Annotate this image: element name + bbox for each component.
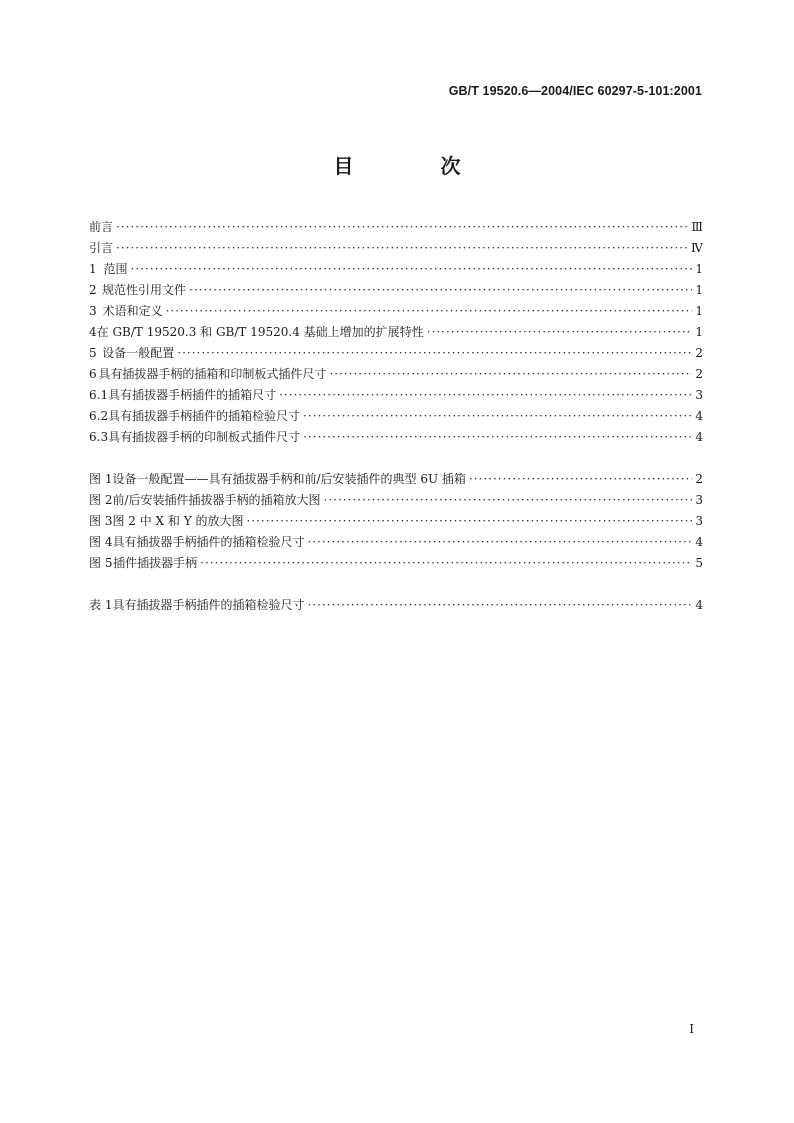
- toc-entry-introduction[interactable]: [89, 238, 703, 259]
- toc-entry-label: 具有插拔器手柄的插箱和印制板式插件尺寸: [98, 367, 327, 381]
- toc-entry-label: 设备一般配置: [102, 346, 175, 360]
- toc-entry-number: 6.1: [89, 388, 109, 402]
- toc-figure-label: 插件插拔器手柄: [113, 556, 198, 570]
- toc-entry-foreword[interactable]: [89, 217, 703, 238]
- standard-number: GB/T 19520.6—2004/IEC 60297-5-101:2001: [448, 84, 702, 98]
- toc-entry-label: 具有插拔器手柄的印制板式插件尺寸: [108, 430, 301, 444]
- toc-entry-number: 6.2: [89, 409, 109, 423]
- toc-figure-number: 图 5: [89, 556, 113, 570]
- toc-leader-dots: [303, 427, 692, 448]
- toc-entry-page: 2: [695, 367, 703, 381]
- toc-entry-6-3[interactable]: [89, 427, 703, 448]
- toc-figure-number: 图 4: [89, 535, 113, 549]
- toc-figure-page: 2: [695, 472, 703, 486]
- toc-entry-number: 2: [89, 283, 97, 297]
- toc-entry-page: 1: [695, 304, 703, 318]
- page-title: 目 次: [333, 154, 501, 178]
- toc-table-label: 具有插拔器手柄插件的插箱检验尺寸: [112, 598, 305, 612]
- toc-table-number: 表 1: [89, 598, 113, 612]
- toc-leader-dots: [324, 490, 693, 511]
- toc-figure-number: 图 3: [89, 514, 113, 528]
- toc-entry-page: 4: [695, 430, 703, 444]
- toc-figure-1[interactable]: [89, 469, 703, 490]
- toc-leader-dots: [303, 406, 692, 427]
- toc-entry-label: 术语和定义: [102, 304, 163, 318]
- toc-figure-page: 5: [695, 556, 703, 570]
- toc-entry-6[interactable]: [89, 364, 703, 385]
- toc-figure-label: 具有插拔器手柄插件的插箱检验尺寸: [112, 535, 305, 549]
- toc-figure-page: 3: [695, 514, 703, 528]
- toc-entry-page: 1: [695, 262, 703, 276]
- toc-entry-4[interactable]: [89, 322, 703, 343]
- toc-leader-dots: [307, 532, 692, 553]
- toc-leader-dots: [246, 511, 692, 532]
- toc-leader-dots: [279, 385, 692, 406]
- toc-entry-page: 1: [695, 325, 703, 339]
- toc-leader-dots: [200, 553, 692, 574]
- toc-entry-label: 具有插拔器手柄插件的插箱尺寸: [108, 388, 277, 402]
- toc-leader-dots: [469, 469, 692, 490]
- toc-entry-5[interactable]: [89, 343, 703, 364]
- toc-entry-page: 1: [695, 283, 703, 297]
- toc-entry-2[interactable]: [89, 280, 703, 301]
- toc-entry-label: 前言: [89, 220, 114, 234]
- toc-tables: [89, 595, 703, 616]
- toc-entry-1[interactable]: [89, 259, 703, 280]
- toc-entry-page: 2: [695, 346, 703, 360]
- toc-entry-label: 规范性引用文件: [101, 283, 186, 297]
- toc-leader-dots: [189, 280, 692, 301]
- toc-entry-label: 在 GB/T 19520.3 和 GB/T 19520.4 基础上增加的扩展特性: [96, 325, 424, 339]
- toc-figure-label: 图 2 中 X 和 Y 的放大图: [112, 514, 244, 528]
- toc-entry-number: 3: [89, 304, 97, 318]
- toc-figure-page: 4: [695, 535, 703, 549]
- toc-figure-5[interactable]: [89, 553, 703, 574]
- toc-table-1[interactable]: [89, 595, 703, 616]
- toc-entry-6-2[interactable]: [89, 406, 703, 427]
- page-number: I: [689, 1022, 694, 1036]
- toc-figure-2[interactable]: [89, 490, 703, 511]
- toc-entry-label: 具有插拔器手柄插件的插箱检验尺寸: [108, 409, 301, 423]
- toc-leader-dots: [166, 301, 692, 322]
- toc-entry-6-1[interactable]: [89, 385, 703, 406]
- toc-entry-label: 范围: [103, 262, 128, 276]
- toc-table-page: 4: [695, 598, 703, 612]
- toc-leader-dots: [427, 322, 692, 343]
- toc-entry-page: Ⅲ: [691, 220, 703, 234]
- toc-entry-page: 4: [695, 409, 703, 423]
- toc-leader-dots: [131, 259, 693, 280]
- toc-figure-page: 3: [695, 493, 703, 507]
- toc-leader-dots: [329, 364, 692, 385]
- toc-leader-dots: [116, 238, 688, 259]
- toc-figure-3[interactable]: [89, 511, 703, 532]
- toc-entry-page: Ⅳ: [691, 241, 703, 255]
- toc-entry-number: 6: [89, 367, 97, 381]
- toc-entry-number: 6.3: [89, 430, 109, 444]
- toc-figure-label: 设备一般配置——具有插拔器手柄和前/后安装插件的典型 6U 插箱: [112, 472, 466, 486]
- toc-entry-number: 5: [89, 346, 97, 360]
- toc-entry-number: 1: [89, 262, 97, 276]
- toc-entry-page: 3: [695, 388, 703, 402]
- toc-figure-label: 前/后安装插件插拔器手柄的插箱放大图: [112, 493, 321, 507]
- toc-leader-dots: [116, 217, 688, 238]
- toc-entry-label: 引言: [89, 241, 114, 255]
- toc-leader-dots: [307, 595, 692, 616]
- toc-figure-number: 图 2: [89, 493, 113, 507]
- toc-figure-number: 图 1: [89, 472, 113, 486]
- toc-figures: [89, 469, 703, 574]
- toc-leader-dots: [177, 343, 692, 364]
- toc-entries: [89, 217, 703, 448]
- toc-entry-3[interactable]: [89, 301, 703, 322]
- toc-entry-number: 4: [89, 325, 97, 339]
- toc-figure-4[interactable]: [89, 532, 703, 553]
